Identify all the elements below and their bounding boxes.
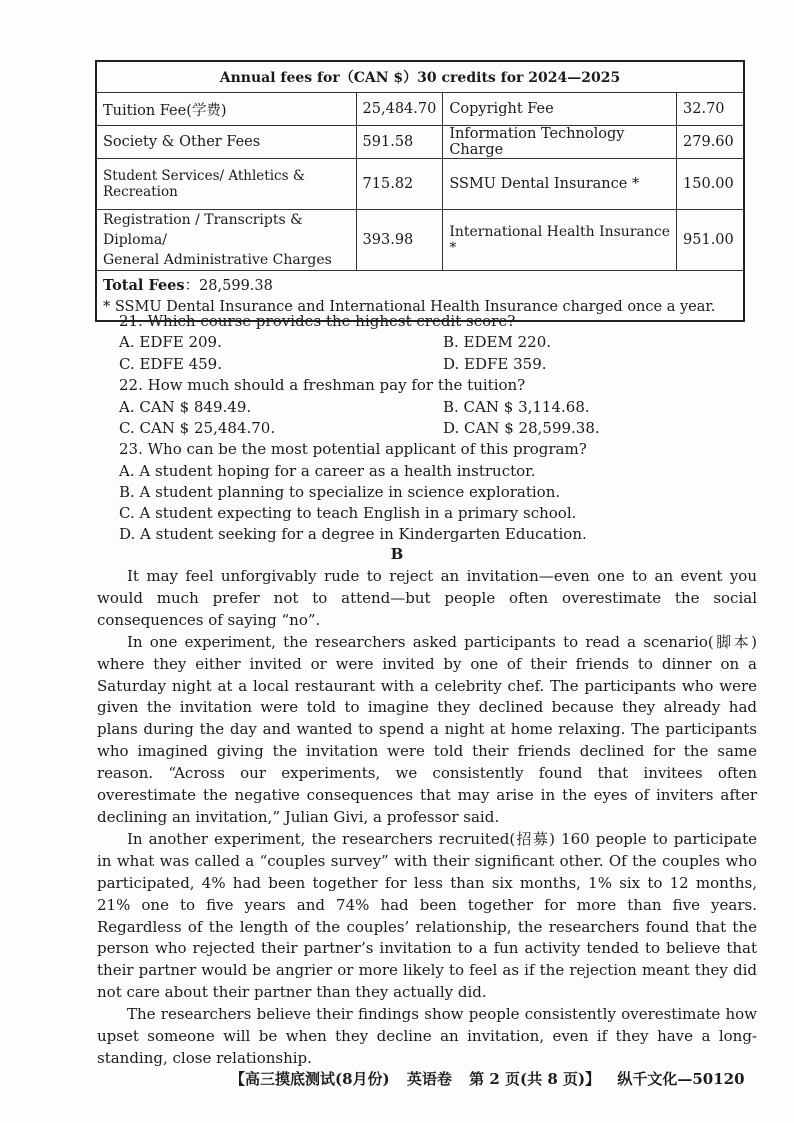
reading-passage bbox=[97, 566, 757, 1070]
footer-code: 纵千文化—50120 bbox=[617, 1070, 745, 1088]
fee-label: Tuition Fee(学费) bbox=[96, 93, 356, 126]
total-fees-value: ：28,599.38 bbox=[184, 278, 273, 294]
fee-label: International Health Insurance * bbox=[443, 210, 677, 271]
fee-value: 715.82 bbox=[356, 159, 443, 210]
fee-value: 951.00 bbox=[677, 210, 744, 271]
passage-paragraph: The researchers believe their findings show people consistently overestimate how upset someone will be when they decline an invitation, even if they have a long-standing, close relationship. bbox=[97, 1005, 757, 1067]
question-23-stem: 23. Who can be the most potential applicant of this program? bbox=[119, 440, 587, 458]
fee-label-line: Registration / Transcripts & Diploma/ bbox=[103, 212, 303, 248]
total-fees-line bbox=[103, 275, 737, 297]
table-row bbox=[96, 93, 744, 126]
fee-label: Student Services/ Athletics & Recreation bbox=[96, 159, 356, 210]
footer-subject: 英语卷 bbox=[406, 1070, 452, 1088]
option-22-d: D. CAN $ 28,599.38. bbox=[443, 419, 600, 437]
passage-paragraph: In one experiment, the researchers asked participants to read a scenario(脚本) where they either invited or were invited by one of their friends to dinner on a Saturday night at a local restaurant with a celebrity chef. The participants who were given the invitation were told to imagine they declined because they already had plans during the day and wanted to spend a night at home relaxing. The participants who imagined giving the invitation were told their friends declined for the same reason. “Across our experiments, we consistently found that invitees often overestimate the negative consequences that may arise in the eyes of inviters after declining an invitation,” Julian Givi, a professor said. bbox=[97, 632, 757, 826]
fee-label: Information Technology Charge bbox=[443, 126, 677, 159]
fee-value: 150.00 bbox=[677, 159, 744, 210]
total-fees-label: Total Fees bbox=[103, 277, 185, 294]
table-row bbox=[96, 159, 744, 210]
footer-page: 第 2 页(共 8 页)】 bbox=[469, 1070, 601, 1088]
fee-label: Society & Other Fees bbox=[96, 126, 356, 159]
fee-value: 279.60 bbox=[677, 126, 744, 159]
fees-table-title: Annual fees for（CAN $）30 credits for 2024—2025 bbox=[96, 61, 744, 93]
fee-label-multiline bbox=[96, 210, 356, 271]
fee-label: SSMU Dental Insurance * bbox=[443, 159, 677, 210]
fee-value: 591.58 bbox=[356, 126, 443, 159]
fee-value: 393.98 bbox=[356, 210, 443, 271]
option-21-c: C. EDFE 459. bbox=[119, 355, 222, 373]
question-22-stem: 22. How much should a freshman pay for the tuition? bbox=[119, 376, 526, 394]
option-23-c: C. A student expecting to teach English in a primary school. bbox=[119, 504, 577, 522]
passage-paragraph: It may feel unforgivably rude to reject an invitation—even one to an event you would much prefer not to attend—but people often overestimate the social consequences of saying “no”. bbox=[97, 567, 757, 629]
table-row bbox=[96, 210, 744, 271]
question-21-stem: 21. Which course provides the highest credit score? bbox=[119, 312, 516, 330]
option-21-b: B. EDEM 220. bbox=[443, 333, 552, 351]
option-23-b: B. A student planning to specialize in science exploration. bbox=[119, 483, 561, 501]
option-22-c: C. CAN $ 25,484.70. bbox=[119, 419, 276, 437]
option-22-a: A. CAN $ 849.49. bbox=[119, 398, 252, 416]
fees-table bbox=[95, 60, 745, 322]
insurance-note: * SSMU Dental Insurance and International Health Insurance charged once a year. bbox=[103, 299, 716, 315]
table-row bbox=[96, 126, 744, 159]
section-b-heading: B bbox=[390, 545, 404, 563]
fee-value: 32.70 bbox=[677, 93, 744, 126]
option-23-d: D. A student seeking for a degree in Kindergarten Education. bbox=[119, 525, 587, 543]
fee-label-line: General Administrative Charges bbox=[103, 252, 332, 268]
option-22-b: B. CAN $ 3,114.68. bbox=[443, 398, 590, 416]
fee-value: 25,484.70 bbox=[356, 93, 443, 126]
fee-label: Copyright Fee bbox=[443, 93, 677, 126]
footer-exam: 【高三摸底测试(8月份) bbox=[230, 1070, 390, 1088]
option-21-a: A. EDFE 209. bbox=[119, 333, 222, 351]
option-21-d: D. EDFE 359. bbox=[443, 355, 547, 373]
option-23-a: A. A student hoping for a career as a health instructor. bbox=[119, 462, 536, 480]
passage-paragraph: In another experiment, the researchers recruited(招募) 160 people to participate in what was called a “couples survey” with their significant other. Of the couples who participated, 4% had been together for less than six months, 1% six to 12 months, 21% one to five years and 74% had been together for more than five years. Regardless of the length of the couples’ relationship, the researchers found that the person who rejected their partner’s invitation to a fun activity tended to believe that their partner would be angrier or more likely to feel as if the rejection meant they did not care about their partner than they actually did. bbox=[97, 829, 757, 1002]
page-footer bbox=[230, 1068, 794, 1089]
